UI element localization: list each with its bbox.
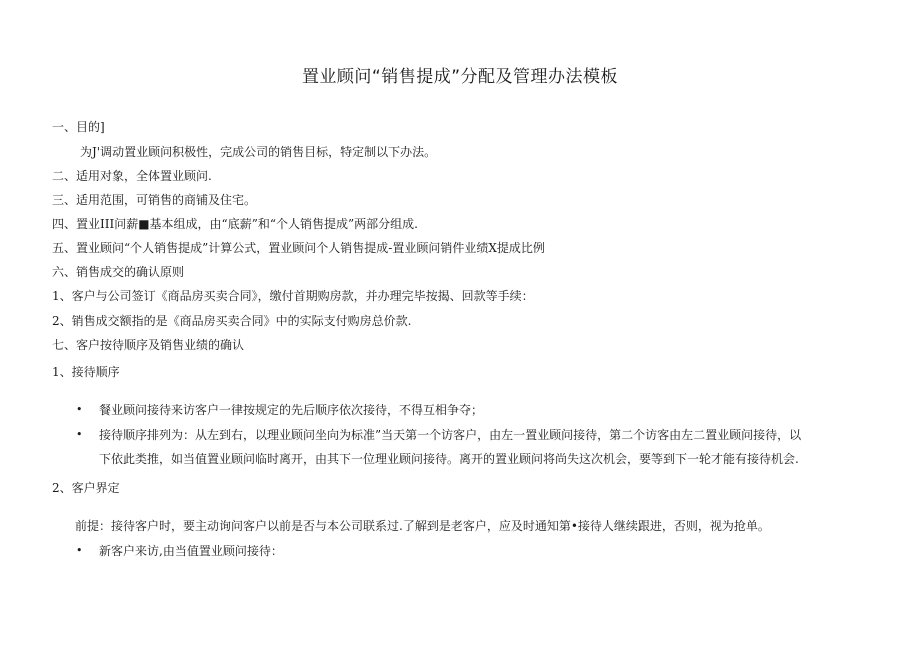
bullet-icon: • (76, 544, 83, 557)
section-3: 三、适用范围，可销售的商铺及住宅。 (52, 193, 257, 207)
bullet-icon: • (76, 428, 83, 441)
section-7-bullet-2-line-1: 接待顺序排列为：从左到右，以理业顾问坐向为标准”当天第一个访客户，由左一置业顾问接待，第二个访客由左二置业顾问接待，以 (99, 428, 802, 442)
section-2: 二、适用对象，全体置业顾问. (52, 169, 212, 183)
document-title: 置业顾问“销售提成”分配及管理办法模板 (301, 67, 619, 87)
section-7-sub-2: 2、客户界定 (52, 481, 120, 495)
section-1-text: 为J'调动置业顾问积极性，完成公司的销售目标，特定制以下办法。 (80, 145, 437, 159)
bullet-icon: • (76, 403, 83, 416)
section-1-heading: 一、目的] (52, 120, 105, 134)
section-7-bullet-1: 餐业顾问接待来访客户一律按规定的先后顺序依次接待，不得互相争夺； (99, 403, 484, 417)
section-6-item-1: 1、客户与公司签订《商品房买卖合同》，缴付首期购房款，并办理完毕按揭、回款等手续： (52, 289, 534, 303)
section-7-sub-1: 1、接待顺序 (52, 365, 120, 379)
section-7-premise: 前提：接待客户时，要主动询问客户以前是否与本公司联系过.了解到是老客户，应及时通知第•接待人继续跟进，否则，视为抢单。 (75, 519, 770, 533)
section-7-bullet-2-line-2: 下依此类推，如当值置业顾问临时离开，由其下一位理业顾问接待。离开的置业顾问将尚失这次机会，要等到下一轮才能有接待机会. (99, 452, 799, 466)
section-4: 四、置业III问薪■基本组成，由“底薪”和“个人销售提成”两部分组成. (52, 217, 418, 231)
section-6-heading: 六、销售成交的确认原则 (52, 265, 185, 279)
section-7-heading: 七、客户按待顺序及销售业绩的确认 (52, 338, 245, 352)
section-5: 五、置业顾问“个人销售提成”计算公式，置业顾问个人销售提成-置业顾问销件业绩X提成比例 (52, 241, 545, 255)
section-7-bullet-3: 新客户来访,由当值置业顾问接待： (99, 544, 283, 558)
section-6-item-2: 2、销售成交额指的是《商品房买卖合同》中的实际支付购房总价款. (52, 314, 412, 328)
